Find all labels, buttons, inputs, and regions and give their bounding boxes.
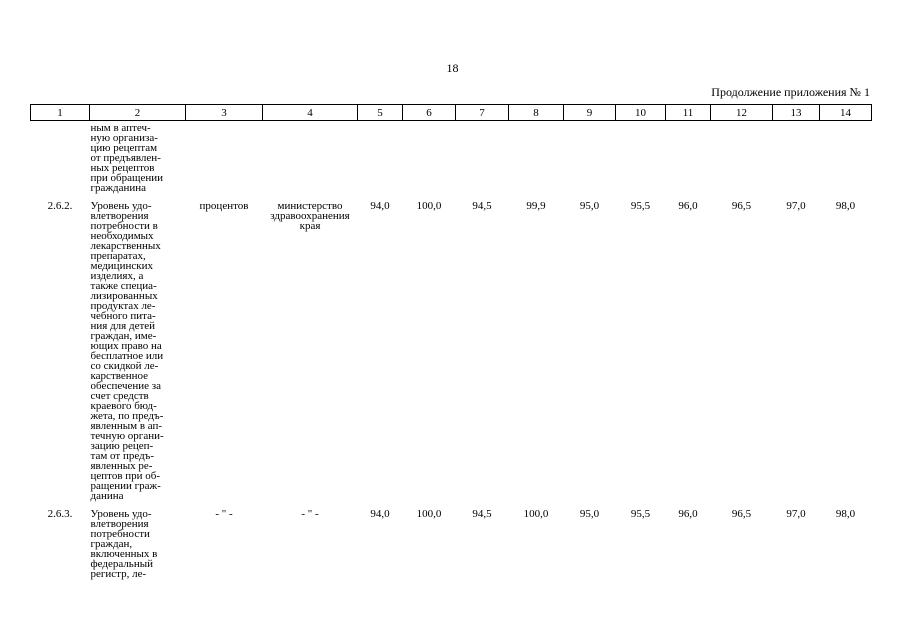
row-number (31, 509, 90, 579)
value-cell-text: 95,0 (579, 508, 600, 520)
indicator-description-text: Уровень удо- влетворения потребности в необходимых лекарственных препаратах, медицинских изделиях, а также специа- лизированных продуктах ле- чебного пита- ния для детей граждан, име- ющих право на бесплатное или со скидкой ле- карственное обеспечение за счет средств краевого бюд- жета, по предъ- явленным в ап- течную органи- зацию рецеп- там от предъ- явленных ре- цептов при об- ращении граж- данина (90, 200, 164, 502)
responsible-org (263, 201, 358, 509)
value-cell (666, 121, 711, 202)
value-cell-text: 100,0 (416, 200, 442, 212)
column-header: 14 (820, 105, 872, 121)
continuation-label: Продолжение приложения № 1 (711, 85, 870, 99)
value-cell-text: 94,5 (472, 200, 492, 212)
value-cell-text: 100,0 (523, 508, 549, 520)
value-cell (616, 201, 666, 509)
value-cell-text: 96,5 (731, 200, 752, 212)
value-cell-text: 94,0 (370, 200, 390, 212)
value-cell (456, 201, 509, 509)
column-header: 11 (666, 105, 711, 121)
column-header: 6 (403, 105, 456, 121)
value-cell (509, 201, 564, 509)
value-cell (773, 201, 820, 509)
value-cell-text: 98,0 (835, 508, 856, 520)
table-row (31, 201, 872, 509)
column-header: 9 (564, 105, 616, 121)
table-row (31, 121, 872, 202)
value-cell (403, 509, 456, 579)
indicator-description-text: Уровень удо- влетворения потребности граждан, включенных в федеральный регистр, ле- (90, 508, 158, 580)
value-cell-text: 100,0 (416, 508, 442, 520)
column-header: 3 (186, 105, 263, 121)
value-cell-text: 95,5 (630, 200, 651, 212)
value-cell (711, 201, 773, 509)
value-cell-text: 98,0 (835, 200, 856, 212)
value-cell (403, 201, 456, 509)
value-cell (616, 121, 666, 202)
value-cell (358, 121, 403, 202)
unit-cell-text: - " - (215, 508, 233, 520)
value-cell (820, 121, 872, 202)
header-row (31, 105, 872, 121)
column-header: 10 (616, 105, 666, 121)
column-header: 1 (31, 105, 90, 121)
unit-cell (186, 509, 263, 579)
value-cell-text: 94,5 (472, 508, 492, 520)
value-cell (666, 201, 711, 509)
value-cell (509, 509, 564, 579)
responsible-org (263, 509, 358, 579)
column-header: 7 (456, 105, 509, 121)
value-cell-text: 96,5 (731, 508, 752, 520)
value-cell-text: 97,0 (786, 508, 806, 520)
value-cell (358, 201, 403, 509)
column-header: 5 (358, 105, 403, 121)
column-header: 8 (509, 105, 564, 121)
row-number (31, 201, 90, 509)
row-number-text: 2.6.2. (47, 200, 73, 212)
value-cell-text: 97,0 (786, 200, 806, 212)
value-cell (456, 121, 509, 202)
unit-cell-text: процентов (199, 200, 249, 212)
value-cell-text: 96,0 (678, 200, 698, 212)
value-cell (564, 201, 616, 509)
value-cell (564, 121, 616, 202)
column-header: 2 (90, 105, 186, 121)
indicator-table (30, 104, 872, 579)
indicator-description (90, 201, 186, 509)
column-header: 13 (773, 105, 820, 121)
value-cell-text: 96,0 (678, 508, 698, 520)
value-cell (773, 121, 820, 202)
indicator-description-text: ным в аптеч- ную организа- цию рецептам от предъявлен- ных рецептов при обращении гражданина (90, 122, 164, 194)
row-number (31, 121, 90, 202)
value-cell (456, 509, 509, 579)
column-header: 4 (263, 105, 358, 121)
value-cell (564, 509, 616, 579)
value-cell-text: 99,9 (526, 200, 546, 212)
responsible-org-text: - " - (301, 508, 319, 520)
table-row (31, 509, 872, 579)
responsible-org-text: министерство здравоохранения края (270, 200, 350, 232)
responsible-org (263, 121, 358, 202)
value-cell (616, 509, 666, 579)
column-header: 12 (711, 105, 773, 121)
unit-cell (186, 201, 263, 509)
page-number: 18 (446, 61, 459, 75)
unit-cell (186, 121, 263, 202)
value-cell (666, 509, 711, 579)
value-cell (711, 121, 773, 202)
value-cell-text: 95,0 (579, 200, 600, 212)
indicator-description (90, 121, 186, 202)
value-cell (773, 509, 820, 579)
value-cell (820, 509, 872, 579)
value-cell-text: 95,5 (630, 508, 651, 520)
value-cell (403, 121, 456, 202)
value-cell (358, 509, 403, 579)
value-cell-text: 94,0 (370, 508, 390, 520)
value-cell (509, 121, 564, 202)
row-number-text: 2.6.3. (47, 508, 73, 520)
value-cell (711, 509, 773, 579)
value-cell (820, 201, 872, 509)
indicator-description (90, 509, 186, 579)
